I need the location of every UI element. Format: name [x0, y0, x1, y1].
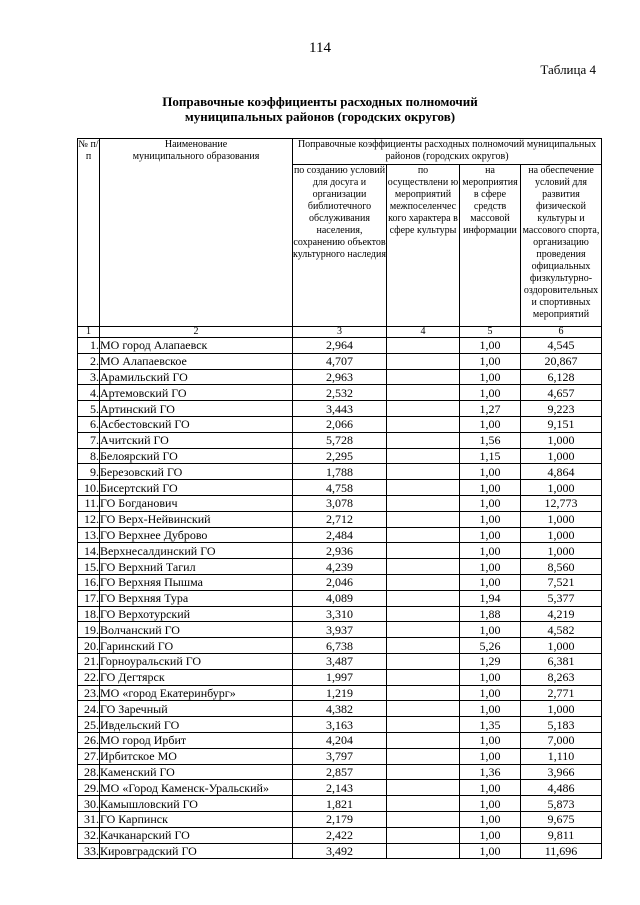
coef-mass-media: 1,27 [460, 401, 521, 417]
coef-culture-leisure: 4,204 [293, 732, 387, 748]
row-number: 29. [78, 780, 100, 796]
coef-mass-media: 1,00 [460, 732, 521, 748]
table-row [78, 511, 602, 527]
coef-culture-leisure: 2,295 [293, 448, 387, 464]
column-number: 2 [100, 327, 293, 338]
municipality-name: ГО Верхний Тагил [100, 559, 293, 575]
row-number: 13. [78, 527, 100, 543]
coef-interdistrict-culture [387, 338, 460, 354]
coef-culture-leisure: 2,963 [293, 369, 387, 385]
municipality-name: ГО Карпинск [100, 811, 293, 827]
coef-mass-media: 1,94 [460, 590, 521, 606]
coef-interdistrict-culture [387, 559, 460, 575]
coef-culture-leisure: 1,219 [293, 685, 387, 701]
row-number: 32. [78, 827, 100, 843]
coef-interdistrict-culture [387, 353, 460, 369]
page-number: 114 [309, 40, 331, 56]
municipality-name: Каменский ГО [100, 764, 293, 780]
header-number: № п/п [78, 139, 100, 327]
coef-sport: 9,811 [521, 827, 602, 843]
coef-culture-leisure: 3,487 [293, 653, 387, 669]
coef-mass-media: 1,00 [460, 416, 521, 432]
coef-culture-leisure: 3,492 [293, 843, 387, 859]
table-row [78, 606, 602, 622]
row-number: 18. [78, 606, 100, 622]
coef-mass-media: 1,00 [460, 559, 521, 575]
coef-interdistrict-culture [387, 843, 460, 859]
municipality-name: ГО Верхняя Пышма [100, 574, 293, 590]
coef-interdistrict-culture [387, 748, 460, 764]
table-row [78, 369, 602, 385]
coef-sport: 4,486 [521, 780, 602, 796]
coef-culture-leisure: 2,179 [293, 811, 387, 827]
table-row [78, 559, 602, 575]
row-number: 33. [78, 843, 100, 859]
table-row [78, 701, 602, 717]
coef-mass-media: 1,00 [460, 827, 521, 843]
municipality-name: МО «Город Каменск-Уральский» [100, 780, 293, 796]
municipality-name: ГО Верхотурский [100, 606, 293, 622]
coef-mass-media: 1,00 [460, 748, 521, 764]
coef-culture-leisure: 3,078 [293, 495, 387, 511]
coef-sport: 1,000 [521, 701, 602, 717]
table-label: Таблица 4 [540, 62, 596, 77]
row-number: 4. [78, 385, 100, 401]
municipality-name: Камышловский ГО [100, 796, 293, 812]
coef-interdistrict-culture [387, 480, 460, 496]
coef-sport: 9,675 [521, 811, 602, 827]
coef-sport: 1,000 [521, 448, 602, 464]
coef-interdistrict-culture [387, 543, 460, 559]
coefficients-table [77, 138, 602, 859]
column-number: 1 [78, 327, 100, 338]
coef-sport: 12,773 [521, 495, 602, 511]
municipality-name: ГО Верхняя Тура [100, 590, 293, 606]
coef-sport: 1,110 [521, 748, 602, 764]
table-row [78, 622, 602, 638]
row-number: 19. [78, 622, 100, 638]
coef-sport: 4,582 [521, 622, 602, 638]
table-row [78, 338, 602, 354]
coef-interdistrict-culture [387, 638, 460, 654]
table-row [78, 748, 602, 764]
table-row [78, 685, 602, 701]
coef-sport: 4,864 [521, 464, 602, 480]
row-number: 12. [78, 511, 100, 527]
coef-culture-leisure: 5,728 [293, 432, 387, 448]
coef-mass-media: 1,00 [460, 811, 521, 827]
coef-interdistrict-culture [387, 511, 460, 527]
coef-sport: 7,521 [521, 574, 602, 590]
table-row [78, 543, 602, 559]
municipality-name: Артемовский ГО [100, 385, 293, 401]
municipality-name: Ивдельский ГО [100, 717, 293, 733]
row-number: 26. [78, 732, 100, 748]
row-number: 5. [78, 401, 100, 417]
table-row [78, 353, 602, 369]
header-interdistrict-culture: по осуществлени ю мероприятий межпоселенчес кого характера в сфере культуры [387, 165, 460, 327]
coef-mass-media: 1,00 [460, 480, 521, 496]
coef-culture-leisure: 4,239 [293, 559, 387, 575]
coef-mass-media: 1,00 [460, 338, 521, 354]
municipality-name: Кировградский ГО [100, 843, 293, 859]
coef-interdistrict-culture [387, 827, 460, 843]
row-number: 31. [78, 811, 100, 827]
coef-mass-media: 1,88 [460, 606, 521, 622]
coef-sport: 20,867 [521, 353, 602, 369]
coef-sport: 7,000 [521, 732, 602, 748]
coef-culture-leisure: 2,422 [293, 827, 387, 843]
table-row [78, 480, 602, 496]
table-row [78, 495, 602, 511]
municipality-name: ГО Дегтярск [100, 669, 293, 685]
row-number: 9. [78, 464, 100, 480]
coef-culture-leisure: 3,797 [293, 748, 387, 764]
coef-interdistrict-culture [387, 432, 460, 448]
coef-sport: 6,381 [521, 653, 602, 669]
coef-interdistrict-culture [387, 653, 460, 669]
row-number: 8. [78, 448, 100, 464]
table-row [78, 669, 602, 685]
coef-interdistrict-culture [387, 622, 460, 638]
coef-mass-media: 1,56 [460, 432, 521, 448]
coef-culture-leisure: 1,997 [293, 669, 387, 685]
table-row [78, 590, 602, 606]
column-number: 4 [387, 327, 460, 338]
municipality-name: Горноуральский ГО [100, 653, 293, 669]
row-number: 11. [78, 495, 100, 511]
row-number: 30. [78, 796, 100, 812]
municipality-name: Ачитский ГО [100, 432, 293, 448]
coef-culture-leisure: 3,937 [293, 622, 387, 638]
header-mass-media: на мероприятия в сфере средств массовой информации [460, 165, 521, 327]
coef-sport: 1,000 [521, 432, 602, 448]
coef-interdistrict-culture [387, 764, 460, 780]
coef-interdistrict-culture [387, 669, 460, 685]
coef-culture-leisure: 1,821 [293, 796, 387, 812]
coef-interdistrict-culture [387, 401, 460, 417]
table-row [78, 574, 602, 590]
coef-interdistrict-culture [387, 590, 460, 606]
coef-mass-media: 1,00 [460, 464, 521, 480]
table-row [78, 527, 602, 543]
column-number: 5 [460, 327, 521, 338]
row-number: 1. [78, 338, 100, 354]
coef-culture-leisure: 1,788 [293, 464, 387, 480]
coef-sport: 1,000 [521, 480, 602, 496]
row-number: 23. [78, 685, 100, 701]
coef-mass-media: 1,00 [460, 495, 521, 511]
coef-interdistrict-culture [387, 448, 460, 464]
municipality-name: ГО Верх-Нейвинский [100, 511, 293, 527]
coef-mass-media: 5,26 [460, 638, 521, 654]
column-number: 6 [521, 327, 602, 338]
coef-mass-media: 1,00 [460, 353, 521, 369]
coef-culture-leisure: 3,163 [293, 717, 387, 733]
row-number: 7. [78, 432, 100, 448]
coef-interdistrict-culture [387, 780, 460, 796]
municipality-name: МО город Алапаевск [100, 338, 293, 354]
coef-sport: 5,873 [521, 796, 602, 812]
coef-mass-media: 1,15 [460, 448, 521, 464]
table-row [78, 401, 602, 417]
coef-mass-media: 1,00 [460, 701, 521, 717]
table-row [78, 416, 602, 432]
table-row [78, 811, 602, 827]
header-sport: на обеспечение условий для развития физической культуры и массового спорта, организацию проведения официальных физкультурно-оздоровительных и спортивных мероприятий [521, 165, 602, 327]
coef-sport: 9,151 [521, 416, 602, 432]
municipality-name: МО «город Екатеринбург» [100, 685, 293, 701]
row-number: 28. [78, 764, 100, 780]
coef-sport: 4,545 [521, 338, 602, 354]
coef-mass-media: 1,00 [460, 527, 521, 543]
coef-mass-media: 1,36 [460, 764, 521, 780]
coef-interdistrict-culture [387, 701, 460, 717]
coef-sport: 4,657 [521, 385, 602, 401]
row-number: 24. [78, 701, 100, 717]
municipality-name: Асбестовский ГО [100, 416, 293, 432]
row-number: 20. [78, 638, 100, 654]
row-number: 16. [78, 574, 100, 590]
municipality-name: ГО Верхнее Дуброво [100, 527, 293, 543]
coef-culture-leisure: 2,143 [293, 780, 387, 796]
coef-culture-leisure: 3,310 [293, 606, 387, 622]
row-number: 14. [78, 543, 100, 559]
municipality-name: Верхнесалдинский ГО [100, 543, 293, 559]
row-number: 17. [78, 590, 100, 606]
municipality-name: ГО Богданович [100, 495, 293, 511]
row-number: 15. [78, 559, 100, 575]
coef-culture-leisure: 2,066 [293, 416, 387, 432]
coef-interdistrict-culture [387, 574, 460, 590]
coef-sport: 11,696 [521, 843, 602, 859]
coef-culture-leisure: 2,964 [293, 338, 387, 354]
municipality-name: МО город Ирбит [100, 732, 293, 748]
coef-interdistrict-culture [387, 416, 460, 432]
coef-interdistrict-culture [387, 732, 460, 748]
municipality-name: Белоярский ГО [100, 448, 293, 464]
row-number: 3. [78, 369, 100, 385]
municipality-name: Артинский ГО [100, 401, 293, 417]
coef-interdistrict-culture [387, 606, 460, 622]
table-row [78, 448, 602, 464]
coef-culture-leisure: 4,707 [293, 353, 387, 369]
coef-culture-leisure: 2,046 [293, 574, 387, 590]
coef-culture-leisure: 4,382 [293, 701, 387, 717]
municipality-name: Гаринский ГО [100, 638, 293, 654]
table-row [78, 732, 602, 748]
coef-mass-media: 1,00 [460, 685, 521, 701]
table-row [78, 638, 602, 654]
coef-mass-media: 1,29 [460, 653, 521, 669]
coef-sport: 1,000 [521, 638, 602, 654]
coef-culture-leisure: 4,758 [293, 480, 387, 496]
coef-interdistrict-culture [387, 385, 460, 401]
table-row [78, 780, 602, 796]
coef-interdistrict-culture [387, 717, 460, 733]
table-row [78, 385, 602, 401]
row-number: 2. [78, 353, 100, 369]
coef-mass-media: 1,00 [460, 385, 521, 401]
coef-mass-media: 1,00 [460, 622, 521, 638]
coef-sport: 9,223 [521, 401, 602, 417]
coef-culture-leisure: 2,857 [293, 764, 387, 780]
coef-mass-media: 1,00 [460, 369, 521, 385]
municipality-name: Ирбитское МО [100, 748, 293, 764]
header-name: Наименование муниципального образования [100, 139, 293, 327]
coef-culture-leisure: 6,738 [293, 638, 387, 654]
title-line-2: муниципальных районов (городских округов) [184, 109, 456, 124]
municipality-name: МО Алапаевское [100, 353, 293, 369]
coef-sport: 8,560 [521, 559, 602, 575]
municipality-name: Качканарский ГО [100, 827, 293, 843]
row-number: 6. [78, 416, 100, 432]
coef-mass-media: 1,00 [460, 843, 521, 859]
coef-mass-media: 1,00 [460, 511, 521, 527]
table-row [78, 827, 602, 843]
municipality-name: Волчанский ГО [100, 622, 293, 638]
table-row [78, 796, 602, 812]
header-group: Поправочные коэффициенты расходных полномочий муниципальных районов (городских округов) [293, 139, 602, 165]
coef-interdistrict-culture [387, 495, 460, 511]
coef-sport: 8,263 [521, 669, 602, 685]
coef-sport: 1,000 [521, 527, 602, 543]
header-culture-leisure: по созданию условий для досуга и организации библиотечного обслуживания населения, сохранению объектов культурного наследия [293, 165, 387, 327]
row-number: 25. [78, 717, 100, 733]
coef-mass-media: 1,00 [460, 796, 521, 812]
coef-interdistrict-culture [387, 369, 460, 385]
table-row [78, 764, 602, 780]
coef-mass-media: 1,00 [460, 780, 521, 796]
coef-culture-leisure: 4,089 [293, 590, 387, 606]
coef-culture-leisure: 3,443 [293, 401, 387, 417]
coef-culture-leisure: 2,936 [293, 543, 387, 559]
coef-sport: 6,128 [521, 369, 602, 385]
row-number: 10. [78, 480, 100, 496]
coef-sport: 5,183 [521, 717, 602, 733]
municipality-name: Бисертский ГО [100, 480, 293, 496]
coef-interdistrict-culture [387, 685, 460, 701]
coef-interdistrict-culture [387, 796, 460, 812]
column-number: 3 [293, 327, 387, 338]
coef-mass-media: 1,00 [460, 543, 521, 559]
coef-culture-leisure: 2,532 [293, 385, 387, 401]
municipality-name: ГО Заречный [100, 701, 293, 717]
title-line-1: Поправочные коэффициенты расходных полномочий [162, 94, 478, 109]
table-row [78, 464, 602, 480]
row-number: 22. [78, 669, 100, 685]
coef-sport: 3,966 [521, 764, 602, 780]
table-row [78, 843, 602, 859]
coef-sport: 1,000 [521, 511, 602, 527]
coef-mass-media: 1,35 [460, 717, 521, 733]
coef-mass-media: 1,00 [460, 574, 521, 590]
coef-mass-media: 1,00 [460, 669, 521, 685]
municipality-name: Березовский ГО [100, 464, 293, 480]
coef-sport: 1,000 [521, 543, 602, 559]
coef-sport: 5,377 [521, 590, 602, 606]
coef-interdistrict-culture [387, 811, 460, 827]
municipality-name: Арамильский ГО [100, 369, 293, 385]
coef-culture-leisure: 2,484 [293, 527, 387, 543]
coef-interdistrict-culture [387, 464, 460, 480]
coef-sport: 4,219 [521, 606, 602, 622]
table-row [78, 653, 602, 669]
row-number: 27. [78, 748, 100, 764]
table-row [78, 432, 602, 448]
coef-culture-leisure: 2,712 [293, 511, 387, 527]
coef-interdistrict-culture [387, 527, 460, 543]
table-row [78, 717, 602, 733]
document-title [0, 94, 640, 124]
row-number: 21. [78, 653, 100, 669]
column-numbers-row [78, 327, 602, 338]
coef-sport: 2,771 [521, 685, 602, 701]
